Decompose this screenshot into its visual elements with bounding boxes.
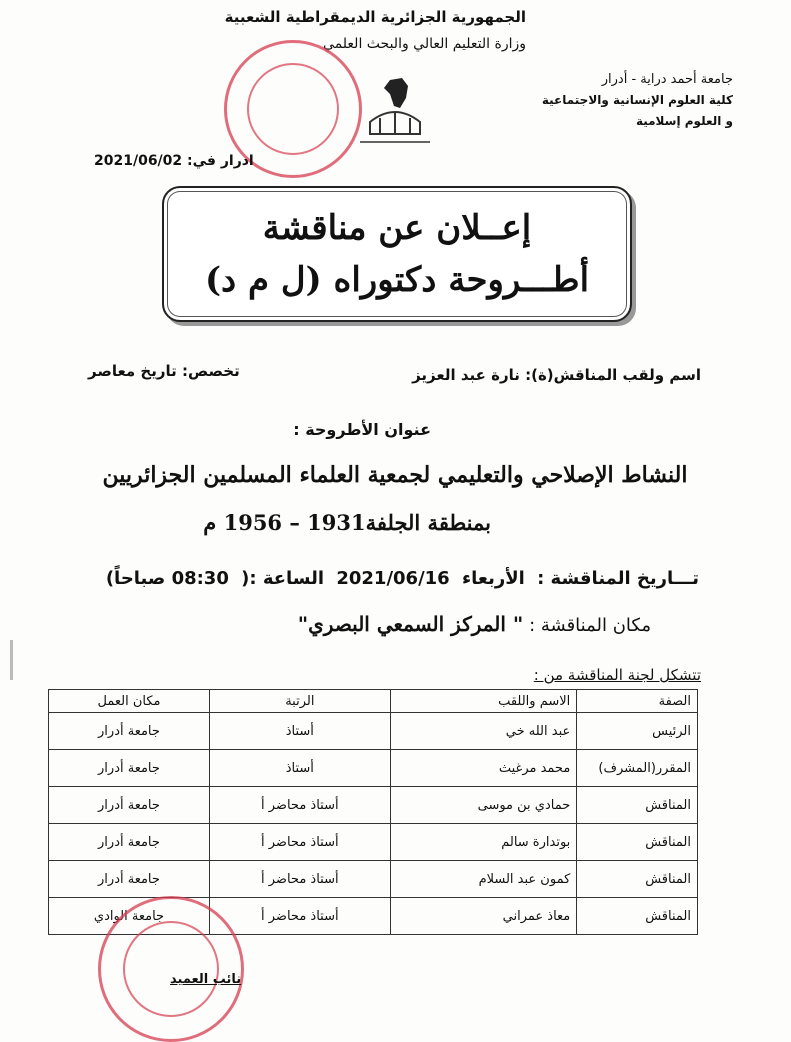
candidate-name: نارة عبد العزيز — [412, 366, 520, 384]
defense-date-label: تـــاريخ المناقشة : — [537, 568, 699, 589]
specialty-value: تاريخ معاصر — [88, 362, 177, 380]
row-workplace: جامعة أدرار — [49, 861, 210, 898]
defense-time: 08:30 صباحاً) — [105, 568, 229, 589]
candidate-line — [412, 366, 701, 384]
official-stamp — [98, 896, 244, 1042]
row-name: بوتدارة سالم — [390, 824, 577, 861]
signature-label: نائب العميد — [170, 972, 242, 987]
defense-place: " المركز السمعي البصري" — [297, 612, 524, 636]
row-rank: أستاذ محاضر أ — [209, 898, 390, 935]
thesis-label: عنوان الأطروحة : — [293, 420, 431, 439]
announcement-title-box — [162, 186, 632, 322]
thesis-title-line-1: النشاط الإصلاحي والتعليمي لجمعية العلماء المسلمين الجزائريين — [102, 462, 688, 488]
row-name: محمد مرغيث — [390, 750, 577, 787]
table-row — [49, 861, 698, 898]
row-workplace: جامعة أدرار — [49, 787, 210, 824]
header-role: الصفة — [577, 690, 698, 713]
announcement-subtitle: أطـــروحة دكتوراه (ل م د) — [204, 260, 590, 300]
committee-table — [48, 689, 698, 935]
row-role: المقرر(المشرف) — [577, 750, 698, 787]
row-name: معاذ عمراني — [390, 898, 577, 935]
announcement-title: إعــلان عن مناقشة — [262, 208, 532, 248]
table-row — [49, 713, 698, 750]
defense-place-line — [298, 612, 651, 636]
row-name: كمون عبد السلام — [390, 861, 577, 898]
republic-header: الجمهورية الجزائرية الديمقراطية الشعبية — [224, 8, 526, 26]
candidate-label: اسم ولقب المناقش(ة): — [525, 366, 701, 384]
defense-day: الأربعاء — [461, 568, 525, 589]
committee-label: تتشكل لجنة المناقشة من : — [533, 666, 701, 684]
faculty-line-1: كلية العلوم الإنسانية والاجتماعية — [541, 93, 733, 107]
table-row — [49, 750, 698, 787]
defense-place-label: مكان المناقشة : — [529, 615, 651, 636]
ministry-header: وزارة التعليم العالي والبحث العلمي — [323, 36, 526, 52]
university-name: جامعة أحمد دراية - أدرار — [601, 72, 733, 87]
row-workplace: جامعة أدرار — [49, 750, 210, 787]
row-rank: أستاذ محاضر أ — [209, 824, 390, 861]
defense-date: 2021/06/16 — [336, 568, 450, 589]
row-workplace: جامعة أدرار — [49, 713, 210, 750]
specialty-line — [88, 362, 240, 380]
row-role: المناقش — [577, 787, 698, 824]
row-role: المناقش — [577, 898, 698, 935]
row-name: عبد الله خي — [390, 713, 577, 750]
row-rank: أستاذ محاضر أ — [209, 787, 390, 824]
table-header-row — [49, 690, 698, 713]
defense-date-line — [100, 568, 699, 589]
table-row — [49, 824, 698, 861]
row-role: الرئيس — [577, 713, 698, 750]
row-rank: أستاذ — [209, 750, 390, 787]
header-rank: الرتبة — [209, 690, 390, 713]
header-workplace: مكان العمل — [49, 690, 210, 713]
row-role: المناقش — [577, 824, 698, 861]
university-logo-icon — [350, 72, 440, 152]
scan-edge-mark — [10, 640, 13, 680]
table-row — [49, 787, 698, 824]
faculty-line-2: و العلوم إسلامية — [635, 114, 733, 128]
thesis-title-line-2: بمنطقة الجلفة1931 – 1956 م — [203, 510, 491, 535]
defense-time-label: الساعة :( — [241, 568, 325, 589]
row-workplace: جامعة الوادي — [49, 898, 210, 935]
row-name: حمادي بن موسى — [390, 787, 577, 824]
issue-date: ادرار في: 2021/06/02 — [94, 153, 254, 169]
row-role: المناقش — [577, 861, 698, 898]
specialty-label: تخصص: — [182, 362, 240, 380]
row-workplace: جامعة أدرار — [49, 824, 210, 861]
row-rank: أستاذ محاضر أ — [209, 861, 390, 898]
row-rank: أستاذ — [209, 713, 390, 750]
header-name: الاسم واللقب — [390, 690, 577, 713]
